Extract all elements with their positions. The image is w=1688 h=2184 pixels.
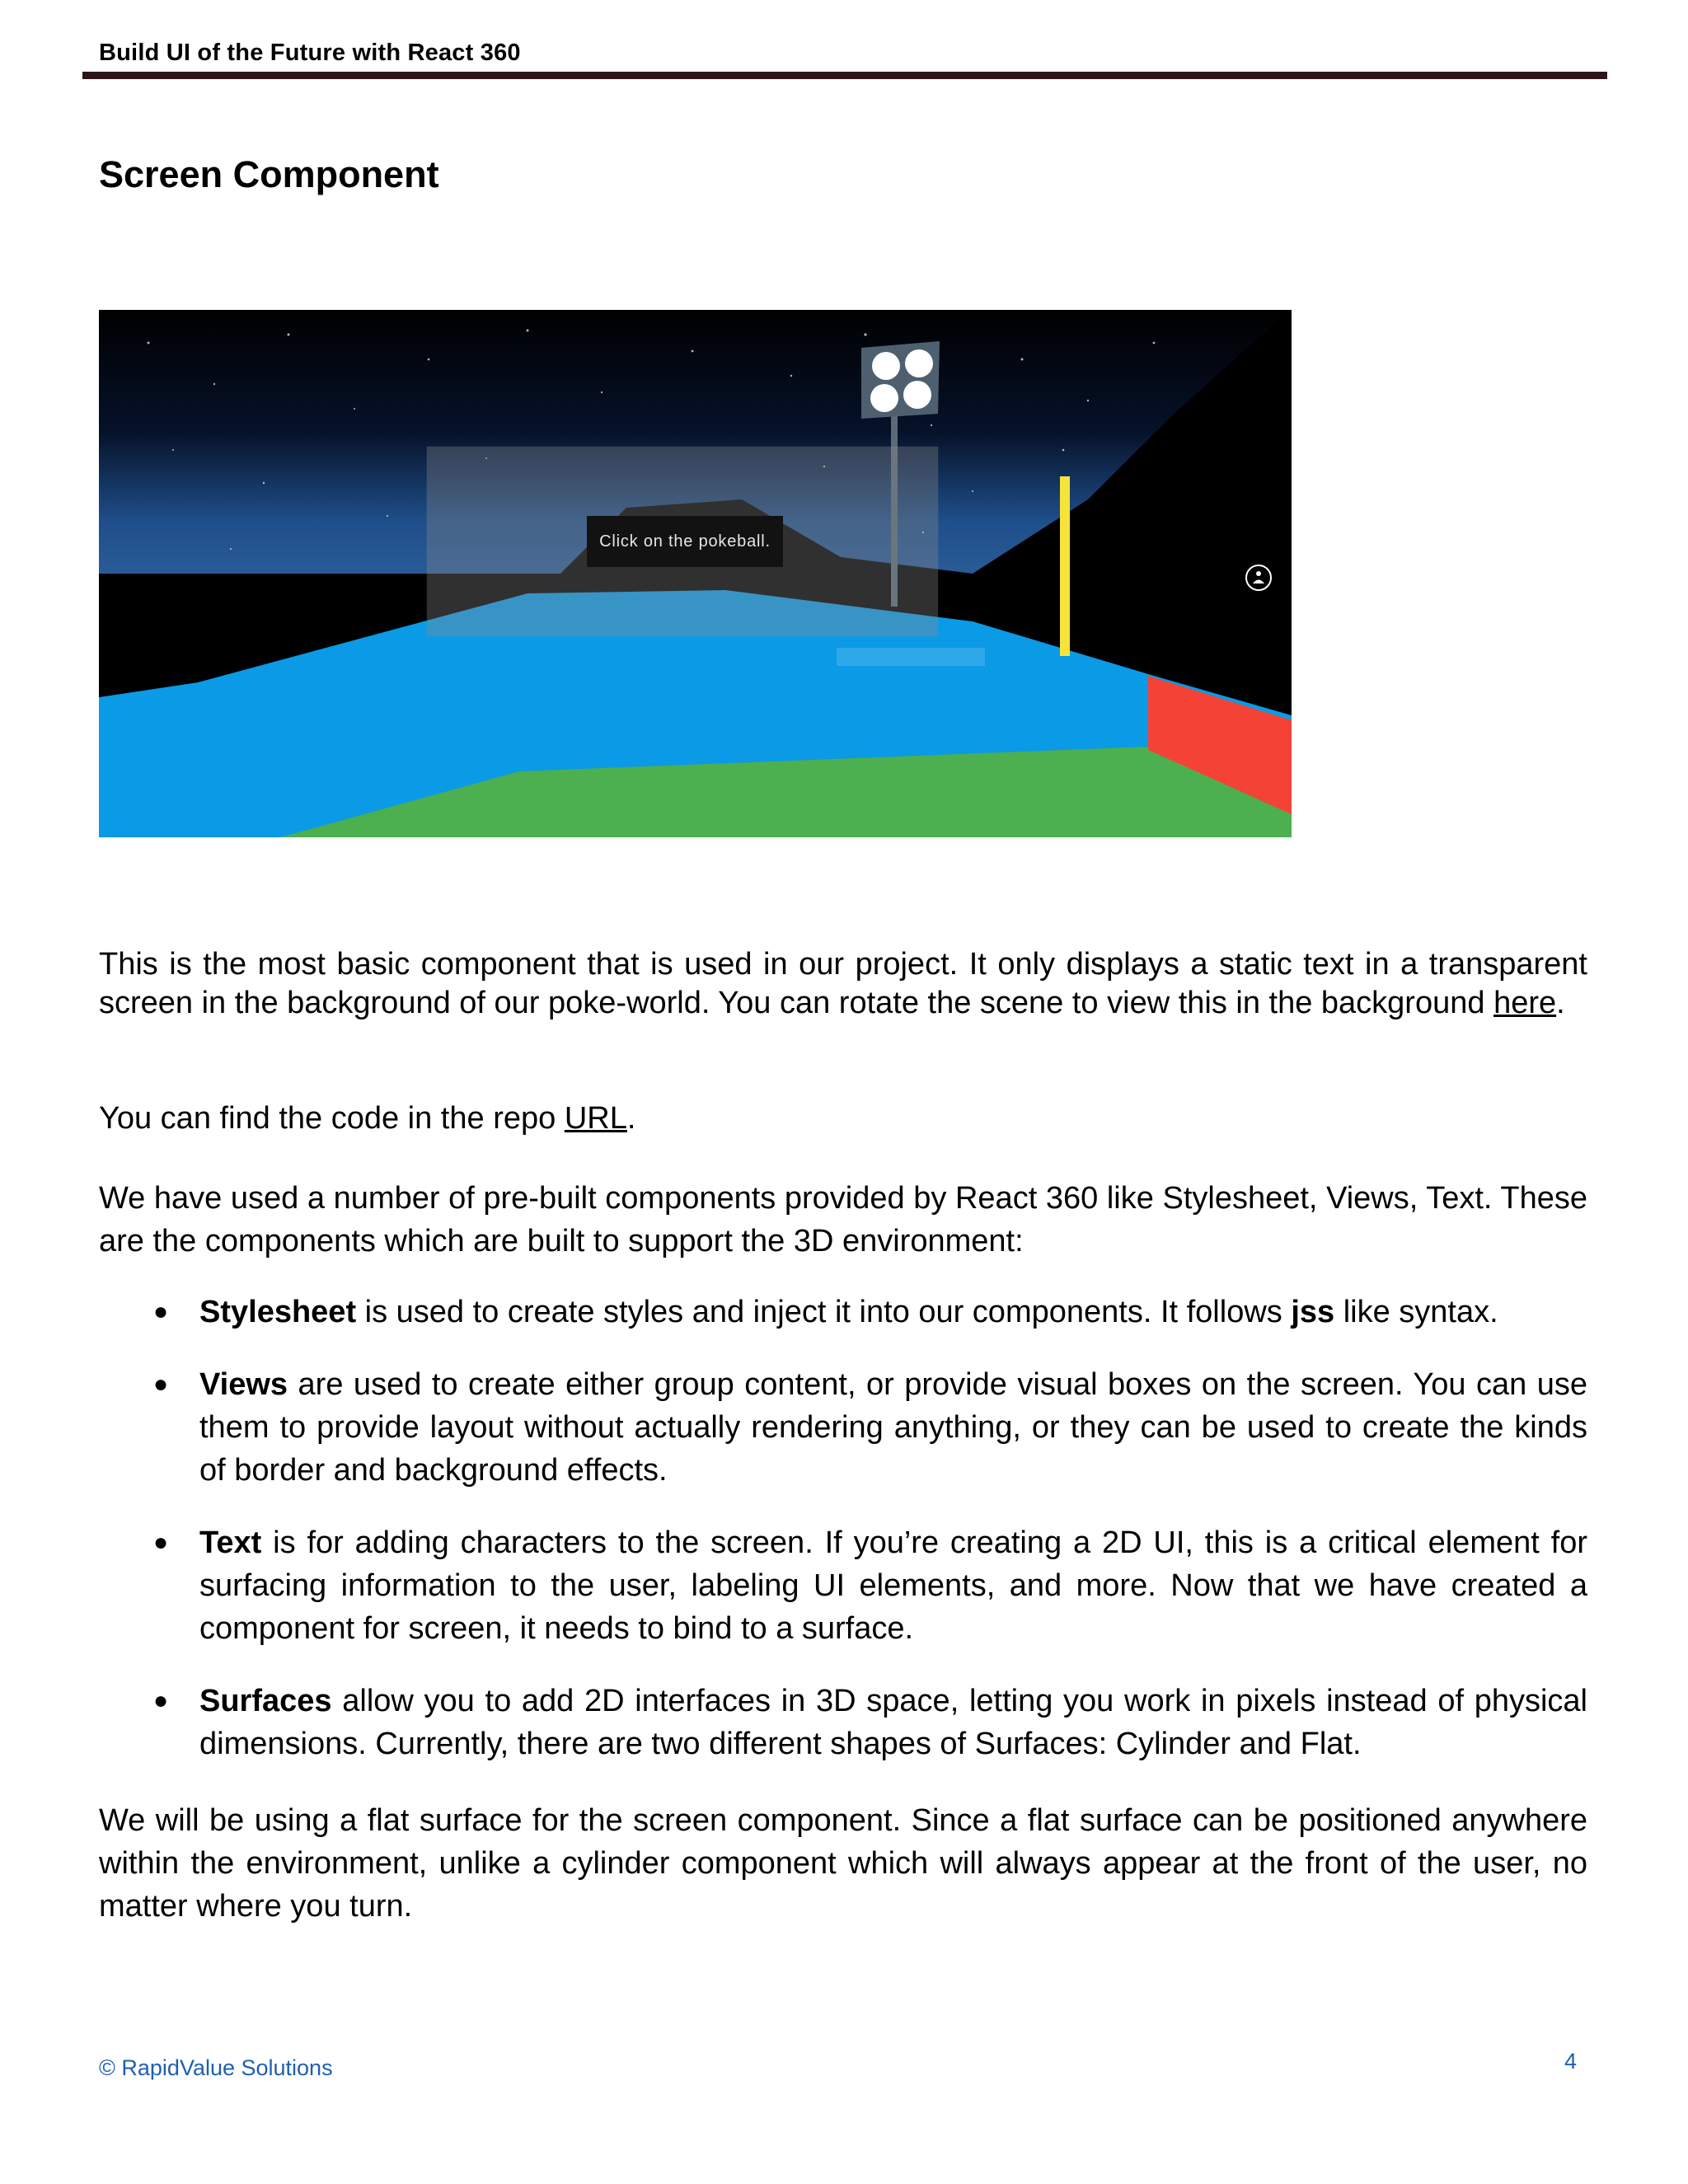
bullet-icon: ● (153, 1687, 169, 1714)
paragraph-repo-text: You can find the code in the repo (99, 1101, 565, 1136)
paragraph-components: We have used a number of pre-built components provided by React 360 like Stylesheet, Views, Text. These are the components which are built to support the 3D environment: (99, 1181, 1587, 1258)
list-item-text: is used to create styles and inject it into our components. It follows (356, 1295, 1292, 1329)
list-item-text: are used to create either group content, or provide visual boxes on the screen. You can use them to provide layout without actually rendering anything, or they can be used to create the kinds of border and background effects. (199, 1367, 1587, 1488)
running-header: Build UI of the Future with React 360 (99, 40, 521, 66)
repo-url-link[interactable]: URL (564, 1101, 627, 1136)
vr-scene-illustration (99, 310, 1292, 837)
vr-scene-screenshot (99, 310, 1292, 837)
list-item-text: like syntax. (1334, 1295, 1498, 1329)
paragraph-intro (99, 945, 1587, 1023)
here-link[interactable]: here (1493, 986, 1557, 1020)
bullet-icon: ● (153, 1529, 169, 1556)
list-item-text: allow you to add 2D interfaces in 3D space, letting you work in pixels instead of physical dimensions. Currently, there are two different shapes of Surfaces: Cylinder and Flat. (199, 1684, 1587, 1761)
list-item-text: is for adding characters to the screen. If you’re creating a 2D UI, this is a critical element for surfacing information to the user, labeling UI elements, and more. Now that we have created a component for screen, it needs to bind to a surface. (199, 1526, 1587, 1646)
term-stylesheet: Stylesheet (199, 1295, 357, 1329)
term-text: Text (199, 1526, 262, 1560)
page-number: 4 (1564, 2049, 1578, 2074)
list-item (99, 1291, 1587, 1333)
paragraph-flat-surface: We will be using a flat surface for the screen component. Since a flat surface can be positioned anywhere within the environment, unlike a cylinder component which will always appear at the front of the user, no matter where you turn. (99, 1803, 1587, 1924)
paragraph-repo-end: . (626, 1101, 636, 1136)
bullet-icon: ● (153, 1371, 169, 1398)
list-item (99, 1521, 1587, 1650)
term-surfaces: Surfaces (199, 1684, 332, 1718)
list-item (99, 1680, 1587, 1765)
term-jss: jss (1291, 1295, 1335, 1329)
header-divider (82, 72, 1607, 79)
page-title: Screen Component (99, 153, 439, 195)
paragraph-repo (99, 1099, 1587, 1138)
paragraph-intro-text: This is the most basic component that is used in our project. It only displays a static text in a transparent screen in the background of our poke-world. You can rotate the scene to view this in the background (99, 947, 1587, 1020)
term-views: Views (199, 1367, 288, 1402)
bullet-icon: ● (153, 1298, 169, 1325)
component-list (99, 1291, 1587, 1795)
screen-text-label: Click on the pokeball. (587, 516, 783, 567)
list-item (99, 1363, 1587, 1492)
footer-copyright: © RapidValue Solutions (99, 2055, 333, 2080)
paragraph-intro-end: . (1556, 986, 1565, 1020)
